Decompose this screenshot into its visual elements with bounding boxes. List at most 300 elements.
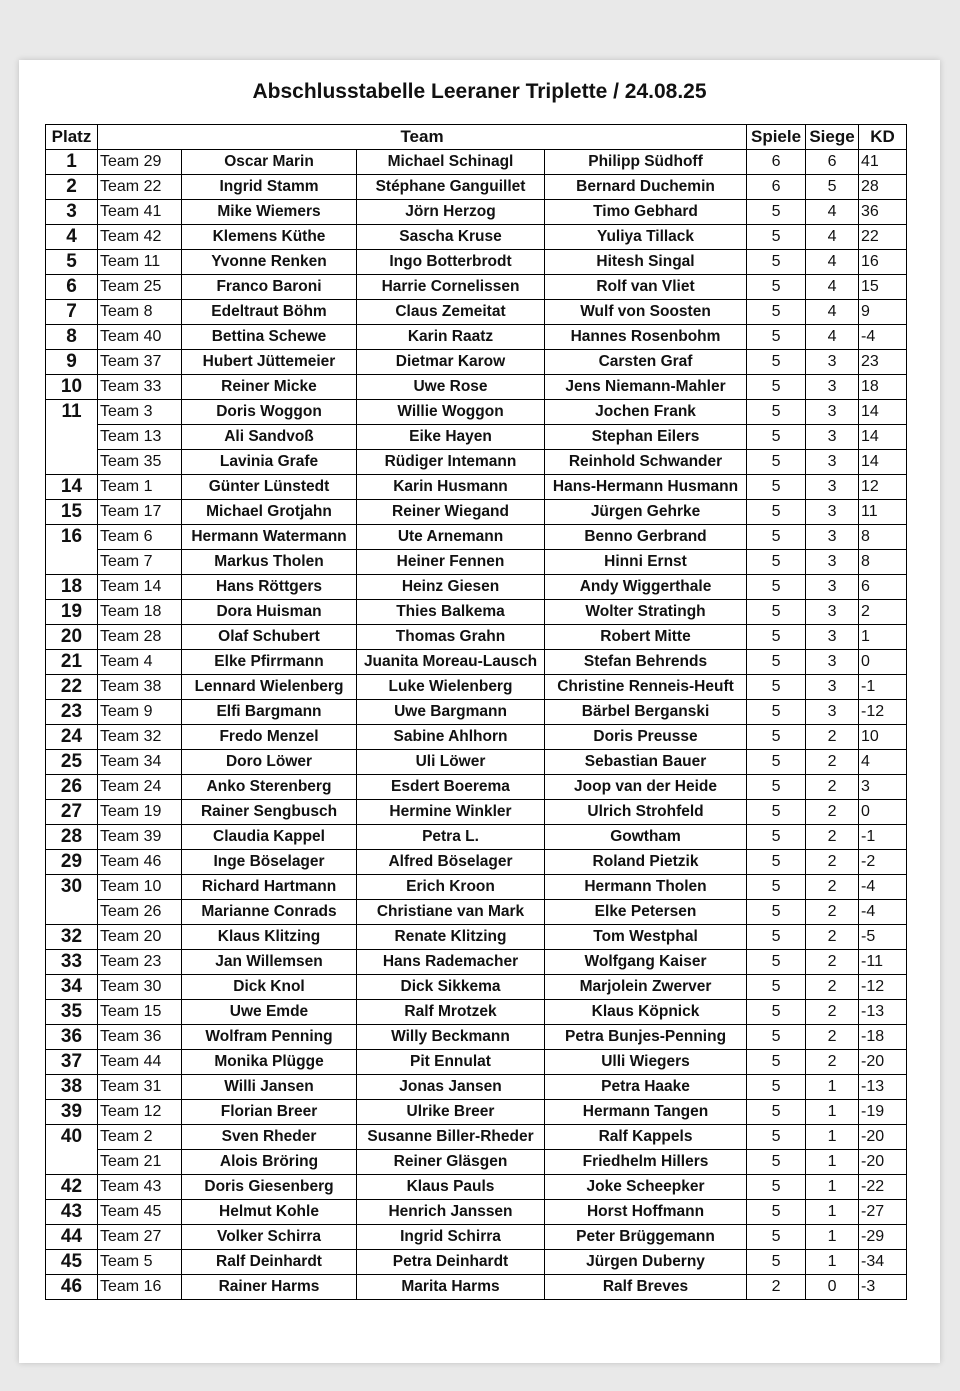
- siege-value: 2: [806, 900, 859, 925]
- spiele-value: 5: [747, 775, 806, 800]
- team-name: Team 6: [98, 525, 182, 550]
- platz-value: 16: [46, 525, 98, 575]
- team-name: Team 23: [98, 950, 182, 975]
- platz-value: 1: [46, 150, 98, 175]
- platz-value: 21: [46, 650, 98, 675]
- player-2-name: Dietmar Karow: [357, 350, 545, 375]
- siege-value: 0: [806, 1275, 859, 1300]
- spiele-value: 5: [747, 850, 806, 875]
- player-2-name: Ingo Botterbrodt: [357, 250, 545, 275]
- table-row: [46, 800, 907, 825]
- kd-value: 10: [859, 725, 907, 750]
- player-1-name: Anko Sterenberg: [182, 775, 357, 800]
- table-row: [46, 500, 907, 525]
- kd-value: -29: [859, 1225, 907, 1250]
- player-3-name: Christine Renneis-Heuft: [545, 675, 747, 700]
- kd-value: 4: [859, 750, 907, 775]
- kd-value: -1: [859, 825, 907, 850]
- team-name: Team 13: [98, 425, 182, 450]
- table-row: [46, 150, 907, 175]
- siege-value: 5: [806, 175, 859, 200]
- player-3-name: Rolf van Vliet: [545, 275, 747, 300]
- player-1-name: Dick Knol: [182, 975, 357, 1000]
- platz-value: 10: [46, 375, 98, 400]
- table-row: [46, 900, 907, 925]
- table-row: [46, 550, 907, 575]
- spiele-value: 5: [747, 200, 806, 225]
- table-row: [46, 1275, 907, 1300]
- platz-value: 22: [46, 675, 98, 700]
- kd-value: -4: [859, 875, 907, 900]
- player-3-name: Marjolein Zwerver: [545, 975, 747, 1000]
- player-3-name: Roland Pietzik: [545, 850, 747, 875]
- player-3-name: Andy Wiggerthale: [545, 575, 747, 600]
- team-name: Team 9: [98, 700, 182, 725]
- platz-value: 45: [46, 1250, 98, 1275]
- player-1-name: Oscar Marin: [182, 150, 357, 175]
- player-1-name: Sven Rheder: [182, 1125, 357, 1150]
- player-2-name: Dick Sikkema: [357, 975, 545, 1000]
- player-3-name: Hans-Hermann Husmann: [545, 475, 747, 500]
- player-1-name: Richard Hartmann: [182, 875, 357, 900]
- player-1-name: Olaf Schubert: [182, 625, 357, 650]
- siege-value: 2: [806, 875, 859, 900]
- player-3-name: Petra Haake: [545, 1075, 747, 1100]
- team-name: Team 42: [98, 225, 182, 250]
- spiele-value: 5: [747, 800, 806, 825]
- spiele-value: 5: [747, 300, 806, 325]
- player-1-name: Lavinia Grafe: [182, 450, 357, 475]
- player-2-name: Jonas Jansen: [357, 1075, 545, 1100]
- platz-value: 6: [46, 275, 98, 300]
- siege-value: 1: [806, 1225, 859, 1250]
- team-name: Team 14: [98, 575, 182, 600]
- table-row: [46, 1175, 907, 1200]
- siege-value: 2: [806, 1050, 859, 1075]
- document-page: [19, 60, 940, 1363]
- spiele-value: 6: [747, 150, 806, 175]
- spiele-value: 5: [747, 975, 806, 1000]
- spiele-value: 5: [747, 275, 806, 300]
- platz-value: 43: [46, 1200, 98, 1225]
- kd-value: -5: [859, 925, 907, 950]
- table-row: [46, 625, 907, 650]
- column-header-platz: Platz: [46, 125, 98, 150]
- siege-value: 3: [806, 450, 859, 475]
- spiele-value: 5: [747, 550, 806, 575]
- player-1-name: Jan Willemsen: [182, 950, 357, 975]
- kd-value: 18: [859, 375, 907, 400]
- siege-value: 4: [806, 200, 859, 225]
- siege-value: 3: [806, 625, 859, 650]
- spiele-value: 5: [747, 1025, 806, 1050]
- kd-value: 16: [859, 250, 907, 275]
- player-3-name: Horst Hoffmann: [545, 1200, 747, 1225]
- player-1-name: Klemens Küthe: [182, 225, 357, 250]
- platz-value: 46: [46, 1275, 98, 1300]
- player-3-name: Sebastian Bauer: [545, 750, 747, 775]
- player-1-name: Doris Giesenberg: [182, 1175, 357, 1200]
- platz-value: 34: [46, 975, 98, 1000]
- team-name: Team 12: [98, 1100, 182, 1125]
- player-3-name: Elke Petersen: [545, 900, 747, 925]
- siege-value: 4: [806, 300, 859, 325]
- player-2-name: Ute Arnemann: [357, 525, 545, 550]
- platz-value: 23: [46, 700, 98, 725]
- siege-value: 1: [806, 1175, 859, 1200]
- platz-value: 44: [46, 1225, 98, 1250]
- player-2-name: Claus Zemeitat: [357, 300, 545, 325]
- team-name: Team 8: [98, 300, 182, 325]
- team-name: Team 35: [98, 450, 182, 475]
- player-2-name: Michael Schinagl: [357, 150, 545, 175]
- table-row: [46, 925, 907, 950]
- kd-value: -4: [859, 325, 907, 350]
- team-name: Team 41: [98, 200, 182, 225]
- player-2-name: Sascha Kruse: [357, 225, 545, 250]
- player-3-name: Timo Gebhard: [545, 200, 747, 225]
- player-2-name: Karin Raatz: [357, 325, 545, 350]
- player-2-name: Esdert Boerema: [357, 775, 545, 800]
- player-2-name: Ulrike Breer: [357, 1100, 545, 1125]
- spiele-value: 5: [747, 375, 806, 400]
- player-3-name: Ralf Breves: [545, 1275, 747, 1300]
- kd-value: 28: [859, 175, 907, 200]
- player-3-name: Hinni Ernst: [545, 550, 747, 575]
- spiele-value: 5: [747, 1000, 806, 1025]
- table-row: [46, 250, 907, 275]
- team-name: Team 1: [98, 475, 182, 500]
- player-2-name: Rüdiger Intemann: [357, 450, 545, 475]
- siege-value: 2: [806, 825, 859, 850]
- kd-value: -13: [859, 1075, 907, 1100]
- table-row: [46, 725, 907, 750]
- results-table: [45, 124, 907, 1300]
- table-row: [46, 400, 907, 425]
- player-3-name: Stephan Eilers: [545, 425, 747, 450]
- team-name: Team 2: [98, 1125, 182, 1150]
- player-3-name: Gowtham: [545, 825, 747, 850]
- siege-value: 3: [806, 700, 859, 725]
- kd-value: -27: [859, 1200, 907, 1225]
- kd-value: 8: [859, 525, 907, 550]
- spiele-value: 5: [747, 825, 806, 850]
- team-name: Team 38: [98, 675, 182, 700]
- spiele-value: 5: [747, 625, 806, 650]
- table-row: [46, 1025, 907, 1050]
- siege-value: 3: [806, 525, 859, 550]
- platz-value: 28: [46, 825, 98, 850]
- kd-value: -22: [859, 1175, 907, 1200]
- player-1-name: Günter Lünstedt: [182, 475, 357, 500]
- siege-value: 3: [806, 675, 859, 700]
- player-2-name: Thies Balkema: [357, 600, 545, 625]
- team-name: Team 30: [98, 975, 182, 1000]
- platz-value: 7: [46, 300, 98, 325]
- siege-value: 3: [806, 375, 859, 400]
- team-name: Team 15: [98, 1000, 182, 1025]
- team-name: Team 45: [98, 1200, 182, 1225]
- table-row: [46, 525, 907, 550]
- team-name: Team 43: [98, 1175, 182, 1200]
- spiele-value: 6: [747, 175, 806, 200]
- team-name: Team 40: [98, 325, 182, 350]
- table-row: [46, 1250, 907, 1275]
- team-name: Team 7: [98, 550, 182, 575]
- team-name: Team 28: [98, 625, 182, 650]
- team-name: Team 18: [98, 600, 182, 625]
- player-2-name: Reiner Gläsgen: [357, 1150, 545, 1175]
- spiele-value: 5: [747, 875, 806, 900]
- player-1-name: Ralf Deinhardt: [182, 1250, 357, 1275]
- table-row: [46, 825, 907, 850]
- platz-value: 20: [46, 625, 98, 650]
- spiele-value: 5: [747, 750, 806, 775]
- kd-value: 0: [859, 800, 907, 825]
- team-name: Team 16: [98, 1275, 182, 1300]
- player-1-name: Markus Tholen: [182, 550, 357, 575]
- table-body: [46, 150, 907, 1300]
- spiele-value: 5: [747, 675, 806, 700]
- platz-value: 4: [46, 225, 98, 250]
- player-1-name: Yvonne Renken: [182, 250, 357, 275]
- platz-value: 24: [46, 725, 98, 750]
- player-1-name: Marianne Conrads: [182, 900, 357, 925]
- player-1-name: Ingrid Stamm: [182, 175, 357, 200]
- table-row: [46, 1000, 907, 1025]
- table-row: [46, 1100, 907, 1125]
- table-row: [46, 600, 907, 625]
- platz-value: 25: [46, 750, 98, 775]
- table-row: [46, 350, 907, 375]
- spiele-value: 5: [747, 925, 806, 950]
- column-header-kd: KD: [859, 125, 907, 150]
- player-2-name: Petra Deinhardt: [357, 1250, 545, 1275]
- team-name: Team 37: [98, 350, 182, 375]
- player-2-name: Sabine Ahlhorn: [357, 725, 545, 750]
- team-name: Team 3: [98, 400, 182, 425]
- kd-value: 0: [859, 650, 907, 675]
- siege-value: 4: [806, 275, 859, 300]
- player-3-name: Reinhold Schwander: [545, 450, 747, 475]
- siege-value: 1: [806, 1250, 859, 1275]
- spiele-value: 5: [747, 475, 806, 500]
- table-row: [46, 325, 907, 350]
- spiele-value: 5: [747, 1100, 806, 1125]
- player-3-name: Tom Westphal: [545, 925, 747, 950]
- player-2-name: Klaus Pauls: [357, 1175, 545, 1200]
- player-1-name: Volker Schirra: [182, 1225, 357, 1250]
- spiele-value: 5: [747, 450, 806, 475]
- player-1-name: Elfi Bargmann: [182, 700, 357, 725]
- player-3-name: Ralf Kappels: [545, 1125, 747, 1150]
- player-2-name: Heinz Giesen: [357, 575, 545, 600]
- platz-value: 29: [46, 850, 98, 875]
- table-header-row: [46, 125, 907, 150]
- team-name: Team 39: [98, 825, 182, 850]
- player-3-name: Wolfgang Kaiser: [545, 950, 747, 975]
- player-1-name: Doro Löwer: [182, 750, 357, 775]
- platz-value: 40: [46, 1125, 98, 1175]
- team-name: Team 17: [98, 500, 182, 525]
- player-3-name: Hitesh Singal: [545, 250, 747, 275]
- player-1-name: Rainer Sengbusch: [182, 800, 357, 825]
- player-2-name: Uwe Rose: [357, 375, 545, 400]
- kd-value: 15: [859, 275, 907, 300]
- player-3-name: Ulli Wiegers: [545, 1050, 747, 1075]
- platz-value: 18: [46, 575, 98, 600]
- player-2-name: Alfred Böselager: [357, 850, 545, 875]
- player-1-name: Hubert Jüttemeier: [182, 350, 357, 375]
- player-3-name: Joop van der Heide: [545, 775, 747, 800]
- table-row: [46, 200, 907, 225]
- table-row: [46, 1050, 907, 1075]
- team-name: Team 10: [98, 875, 182, 900]
- team-name: Team 31: [98, 1075, 182, 1100]
- player-3-name: Yuliya Tillack: [545, 225, 747, 250]
- siege-value: 2: [806, 775, 859, 800]
- player-1-name: Alois Bröring: [182, 1150, 357, 1175]
- player-1-name: Monika Plügge: [182, 1050, 357, 1075]
- player-3-name: Peter Brüggemann: [545, 1225, 747, 1250]
- player-1-name: Elke Pfirrmann: [182, 650, 357, 675]
- platz-value: 38: [46, 1075, 98, 1100]
- player-3-name: Friedhelm Hillers: [545, 1150, 747, 1175]
- kd-value: 14: [859, 400, 907, 425]
- player-2-name: Willy Beckmann: [357, 1025, 545, 1050]
- player-3-name: Jens Niemann-Mahler: [545, 375, 747, 400]
- spiele-value: 5: [747, 1125, 806, 1150]
- spiele-value: 5: [747, 700, 806, 725]
- siege-value: 2: [806, 1000, 859, 1025]
- siege-value: 3: [806, 425, 859, 450]
- team-name: Team 24: [98, 775, 182, 800]
- player-1-name: Willi Jansen: [182, 1075, 357, 1100]
- player-1-name: Inge Böselager: [182, 850, 357, 875]
- siege-value: 2: [806, 925, 859, 950]
- kd-value: 23: [859, 350, 907, 375]
- kd-value: 36: [859, 200, 907, 225]
- player-2-name: Hermine Winkler: [357, 800, 545, 825]
- player-3-name: Philipp Südhoff: [545, 150, 747, 175]
- spiele-value: 5: [747, 650, 806, 675]
- spiele-value: 5: [747, 500, 806, 525]
- player-1-name: Hans Röttgers: [182, 575, 357, 600]
- table-row: [46, 975, 907, 1000]
- team-name: Team 26: [98, 900, 182, 925]
- platz-value: 27: [46, 800, 98, 825]
- player-3-name: Hannes Rosenbohm: [545, 325, 747, 350]
- kd-value: -12: [859, 975, 907, 1000]
- player-1-name: Doris Woggon: [182, 400, 357, 425]
- spiele-value: 5: [747, 950, 806, 975]
- spiele-value: 5: [747, 325, 806, 350]
- siege-value: 1: [806, 1100, 859, 1125]
- siege-value: 3: [806, 650, 859, 675]
- player-3-name: Hermann Tholen: [545, 875, 747, 900]
- spiele-value: 5: [747, 900, 806, 925]
- kd-value: 11: [859, 500, 907, 525]
- player-2-name: Uli Löwer: [357, 750, 545, 775]
- player-1-name: Bettina Schewe: [182, 325, 357, 350]
- platz-value: 11: [46, 400, 98, 475]
- platz-value: 37: [46, 1050, 98, 1075]
- player-2-name: Marita Harms: [357, 1275, 545, 1300]
- player-2-name: Petra L.: [357, 825, 545, 850]
- player-1-name: Helmut Kohle: [182, 1200, 357, 1225]
- player-2-name: Reiner Wiegand: [357, 500, 545, 525]
- player-3-name: Ulrich Strohfeld: [545, 800, 747, 825]
- siege-value: 2: [806, 750, 859, 775]
- siege-value: 6: [806, 150, 859, 175]
- kd-value: 22: [859, 225, 907, 250]
- kd-value: -18: [859, 1025, 907, 1050]
- kd-value: -12: [859, 700, 907, 725]
- platz-value: 36: [46, 1025, 98, 1050]
- table-row: [46, 450, 907, 475]
- table-row: [46, 875, 907, 900]
- table-row: [46, 1225, 907, 1250]
- kd-value: 2: [859, 600, 907, 625]
- spiele-value: 5: [747, 400, 806, 425]
- table-row: [46, 1150, 907, 1175]
- spiele-value: 5: [747, 575, 806, 600]
- siege-value: 2: [806, 725, 859, 750]
- player-1-name: Lennard Wielenberg: [182, 675, 357, 700]
- player-2-name: Willie Woggon: [357, 400, 545, 425]
- platz-value: 19: [46, 600, 98, 625]
- player-3-name: Joke Scheepker: [545, 1175, 747, 1200]
- platz-value: 8: [46, 325, 98, 350]
- platz-value: 32: [46, 925, 98, 950]
- platz-value: 30: [46, 875, 98, 925]
- column-header-team: Team: [98, 125, 747, 150]
- platz-value: 35: [46, 1000, 98, 1025]
- team-name: Team 36: [98, 1025, 182, 1050]
- player-2-name: Luke Wielenberg: [357, 675, 545, 700]
- player-1-name: Michael Grotjahn: [182, 500, 357, 525]
- siege-value: 1: [806, 1200, 859, 1225]
- siege-value: 3: [806, 475, 859, 500]
- kd-value: -19: [859, 1100, 907, 1125]
- siege-value: 3: [806, 400, 859, 425]
- spiele-value: 5: [747, 1150, 806, 1175]
- player-1-name: Dora Huisman: [182, 600, 357, 625]
- kd-value: -20: [859, 1150, 907, 1175]
- player-3-name: Doris Preusse: [545, 725, 747, 750]
- kd-value: -2: [859, 850, 907, 875]
- player-1-name: Reiner Micke: [182, 375, 357, 400]
- kd-value: -11: [859, 950, 907, 975]
- siege-value: 3: [806, 575, 859, 600]
- table-row: [46, 750, 907, 775]
- player-1-name: Uwe Emde: [182, 1000, 357, 1025]
- siege-value: 4: [806, 250, 859, 275]
- player-2-name: Uwe Bargmann: [357, 700, 545, 725]
- team-name: Team 19: [98, 800, 182, 825]
- kd-value: 41: [859, 150, 907, 175]
- table-row: [46, 575, 907, 600]
- player-3-name: Jürgen Gehrke: [545, 500, 747, 525]
- table-row: [46, 950, 907, 975]
- player-2-name: Harrie Cornelissen: [357, 275, 545, 300]
- kd-value: 8: [859, 550, 907, 575]
- player-1-name: Fredo Menzel: [182, 725, 357, 750]
- kd-value: 14: [859, 450, 907, 475]
- player-2-name: Pit Ennulat: [357, 1050, 545, 1075]
- player-3-name: Klaus Köpnick: [545, 1000, 747, 1025]
- kd-value: -1: [859, 675, 907, 700]
